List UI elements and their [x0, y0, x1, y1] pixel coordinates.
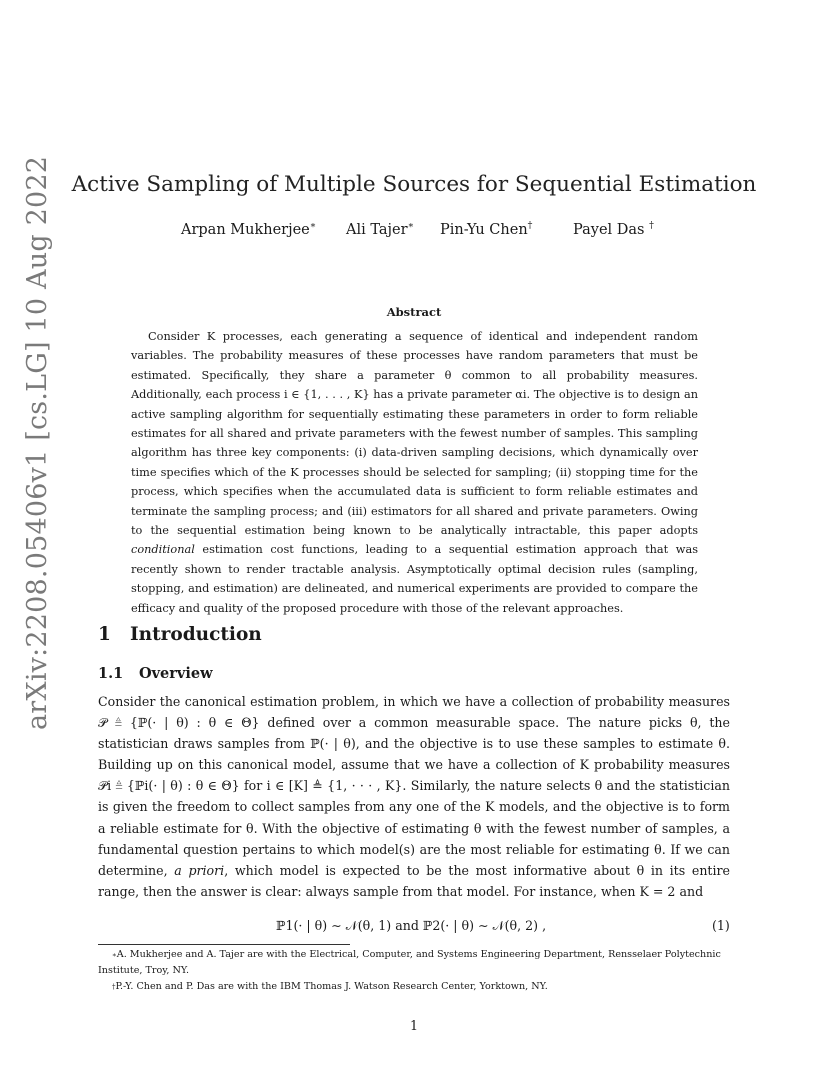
paper-title: Active Sampling of Multiple Sources for Sequential Estimation	[71, 172, 757, 197]
abstract-body: Consider K processes, each generating a sequence of identical and independent random variables. The probability measures of these processes have random parameters that must be estimated. Specifically, they share a parameter θ common to all probability measures. Additionally, each process i ∈ {1, . . . , K} has a private parameter αi. The objective is to design an active sampling algorithm for sequentially estimating these parameters in order to form reliable estimates for all shared and private parameters with the fewest number of samples. This sampling algorithm has three key components: (i) data-driven sampling decisions, which dynamically over time specifies which of the K processes should be selected for sampling; (ii) stopping time for the process, which specifies when the accumulated data is sufficient to form reliable estimates and terminate the sampling process; and (iii) estimators for all shared and private parameters. Owing to the sequential estimation being known to be analytically intractable, this paper adopts conditional estimation cost functions, leading to a sequential estimation approach that was recently shown to render tractable analysis. Asymptotically optimal decision rules (sampling, stopping, and estimation) are delineated, and numerical experiments are provided to compare the efficacy and quality of the proposed procedure with those of the relevant approaches.	[131, 330, 698, 615]
footnotes	[98, 947, 730, 995]
section-heading: 1 Introduction	[98, 624, 262, 645]
body-paragraph: Consider the canonical estimation problem, in which we have a collection of probability measures 𝒫 ≜ {ℙ(· | θ) : θ ∈ Θ} defined over a common measurable space. The nature picks θ, the statistician draws samples from ℙ(· | θ), and the objective is to use these samples to estimate θ. Building up on this canonical model, assume that we have a collection of K probability measures 𝒫i ≜ {ℙi(· | θ) : θ ∈ Θ} for i ∈ [K] ≜ {1, · · · , K}. Similarly, the nature selects θ and the statistician is given the freedom to collect samples from any one of the K models, and the objective is to form a reliable estimate for θ. With the objective of estimating θ with the fewest number of samples, a fundamental question pertains to which model(s) are the most reliable for estimating θ. If we can determine, a priori, which model is expected to be the most informative about θ in its entire range, then the answer is clear: always sample from that model. For instance, when K = 2 and	[98, 694, 730, 899]
author-3: Pin-Yu Chen†	[440, 220, 533, 238]
author-4: Payel Das †	[573, 220, 654, 238]
equation-1: ℙ1(· | θ) ∼ 𝒩(θ, 1) and ℙ2(· | θ) ∼ 𝒩(θ, 2) ,	[276, 918, 547, 933]
subsection-heading: 1.1 Overview	[98, 665, 213, 682]
footnote-2: †P.-Y. Chen and P. Das are with the IBM Thomas J. Watson Research Center, Yorktown, NY.	[112, 981, 548, 992]
abstract-heading: Abstract	[386, 305, 442, 319]
page-number: 1	[409, 1018, 418, 1033]
footnote-1: ∗A. Mukherjee and A. Tajer are with the Electrical, Computer, and Systems Engineering Department, Rensselaer Polytechnic Institute, Troy, NY.	[98, 949, 721, 976]
author-list	[0, 222, 828, 244]
author-2: Ali Tajer∗	[346, 220, 415, 238]
footnote-rule	[98, 944, 350, 945]
author-1: Arpan Mukherjee∗	[181, 220, 317, 238]
equation-number: (1)	[712, 918, 730, 933]
arxiv-stamp: arXiv:2208.05406v1 [cs.LG] 10 Aug 2022	[22, 155, 53, 730]
